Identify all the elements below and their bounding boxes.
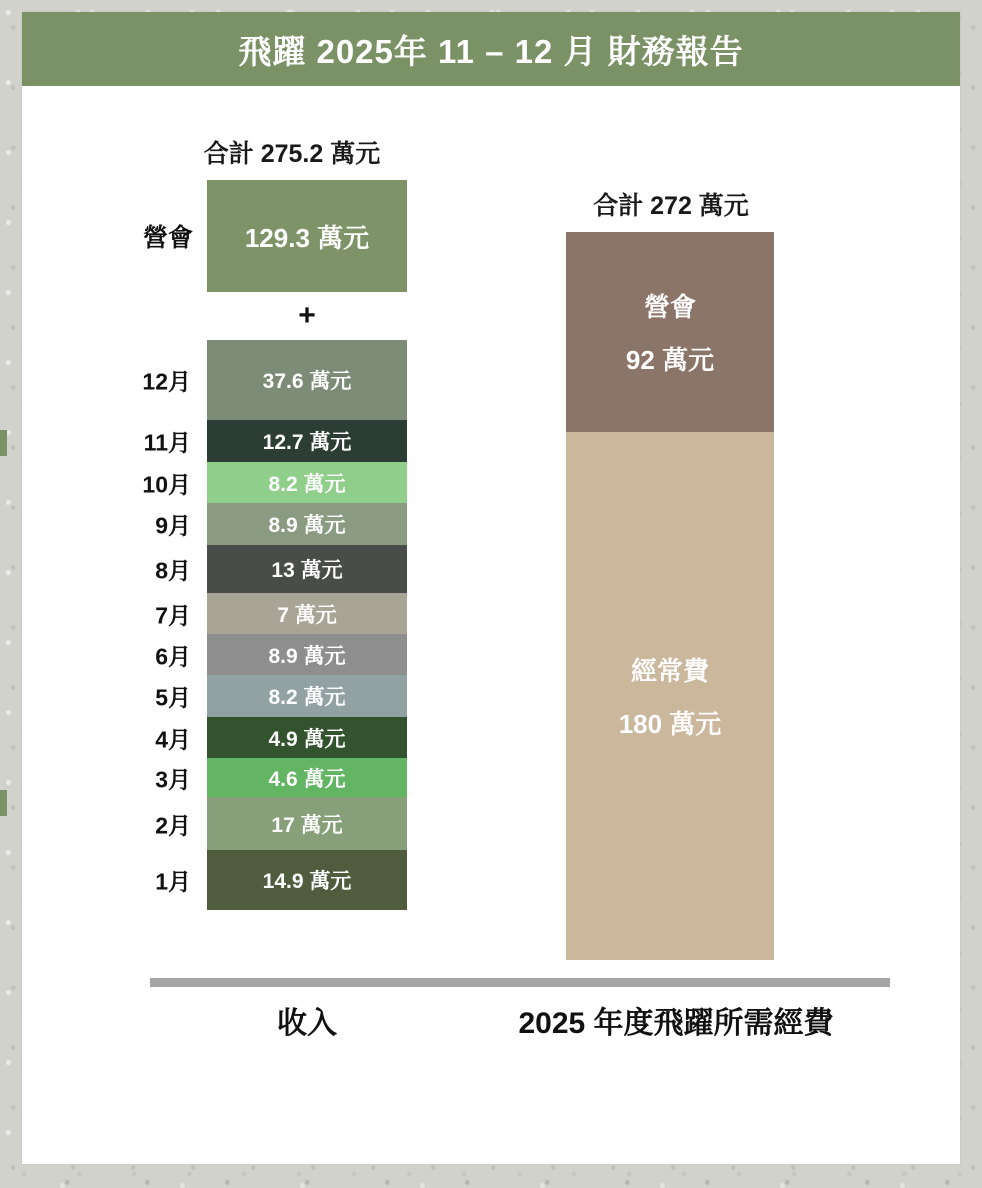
income-segment-value: 8.2 萬元: [268, 686, 346, 709]
income-camp-value: 129.3 萬元: [244, 222, 370, 253]
edge-tick-bottom: [0, 790, 7, 816]
income-segment-value: 8.9 萬元: [268, 514, 346, 537]
income-segment: [155, 717, 407, 758]
income-column: [132, 134, 452, 910]
expense-column: [522, 186, 842, 960]
income-total-label: 合計 275.2 萬元: [203, 140, 381, 168]
chart-area: [22, 86, 960, 1164]
expense-caption: 2025 年度飛躍所需經費: [518, 1007, 834, 1040]
income-segment-label: 8月: [155, 557, 191, 584]
income-segment-value: 12.7 萬元: [262, 431, 352, 454]
income-segment-value: 13 萬元: [271, 559, 343, 582]
expense-total-label: 合計 272 萬元: [593, 192, 749, 220]
income-segment: [143, 420, 407, 462]
edge-tick-top: [0, 430, 7, 456]
report-card: [22, 12, 960, 1164]
expense-segment-label: 經常費: [630, 656, 709, 686]
income-segment-value: 4.9 萬元: [268, 727, 346, 751]
income-segment-label: 6月: [155, 643, 191, 669]
income-segment-label: 2月: [155, 812, 191, 838]
income-segment: [155, 503, 407, 545]
income-segment-value: 8.9 萬元: [268, 644, 346, 668]
income-segment: [155, 634, 407, 675]
income-segment-label: 3月: [155, 766, 191, 792]
page-title: 飛躍 2025年 11 – 12 月 財務報告: [238, 32, 744, 70]
income-segment-label: 5月: [155, 684, 191, 711]
expense-segment-operating: [566, 432, 774, 960]
income-segment: [155, 850, 407, 910]
expense-segment-value: 180 萬元: [618, 709, 722, 739]
income-segment-value: 14.9 萬元: [262, 870, 352, 893]
expense-segment-camp: [566, 232, 774, 432]
expense-segment-value: 92 萬元: [625, 345, 715, 375]
income-segment: [142, 462, 407, 503]
income-segment-label: 7月: [155, 602, 191, 628]
income-segment-label: 12月: [142, 368, 191, 395]
income-camp-block: [142, 180, 407, 292]
income-segment-label: 10月: [142, 471, 191, 497]
income-camp-label: 營會: [142, 224, 193, 252]
income-caption: 收入: [277, 1007, 337, 1040]
income-segment: [155, 593, 407, 634]
income-segment-value: 17 萬元: [271, 813, 343, 837]
income-monthly-stack: [142, 340, 407, 910]
income-segment: [142, 340, 407, 420]
income-segment-value: 4.6 萬元: [268, 767, 346, 791]
income-segment-label: 9月: [155, 512, 191, 539]
income-segment-value: 37.6 萬元: [262, 370, 352, 393]
income-segment: [155, 758, 407, 797]
income-segment: [155, 675, 407, 717]
income-segment-label: 4月: [155, 726, 191, 752]
expense-segment-label: 營會: [643, 292, 696, 322]
plus-sign: +: [298, 299, 316, 332]
income-segment-label: 11月: [143, 429, 191, 456]
income-segment-value: 8.2 萬元: [268, 472, 346, 496]
income-segment-label: 1月: [155, 868, 191, 895]
income-segment: [155, 797, 407, 850]
baseline-axis: [150, 978, 890, 987]
income-segment: [155, 545, 407, 593]
income-segment-value: 7 萬元: [277, 603, 337, 627]
expense-stack: [566, 232, 774, 960]
title-bar: [22, 12, 960, 86]
